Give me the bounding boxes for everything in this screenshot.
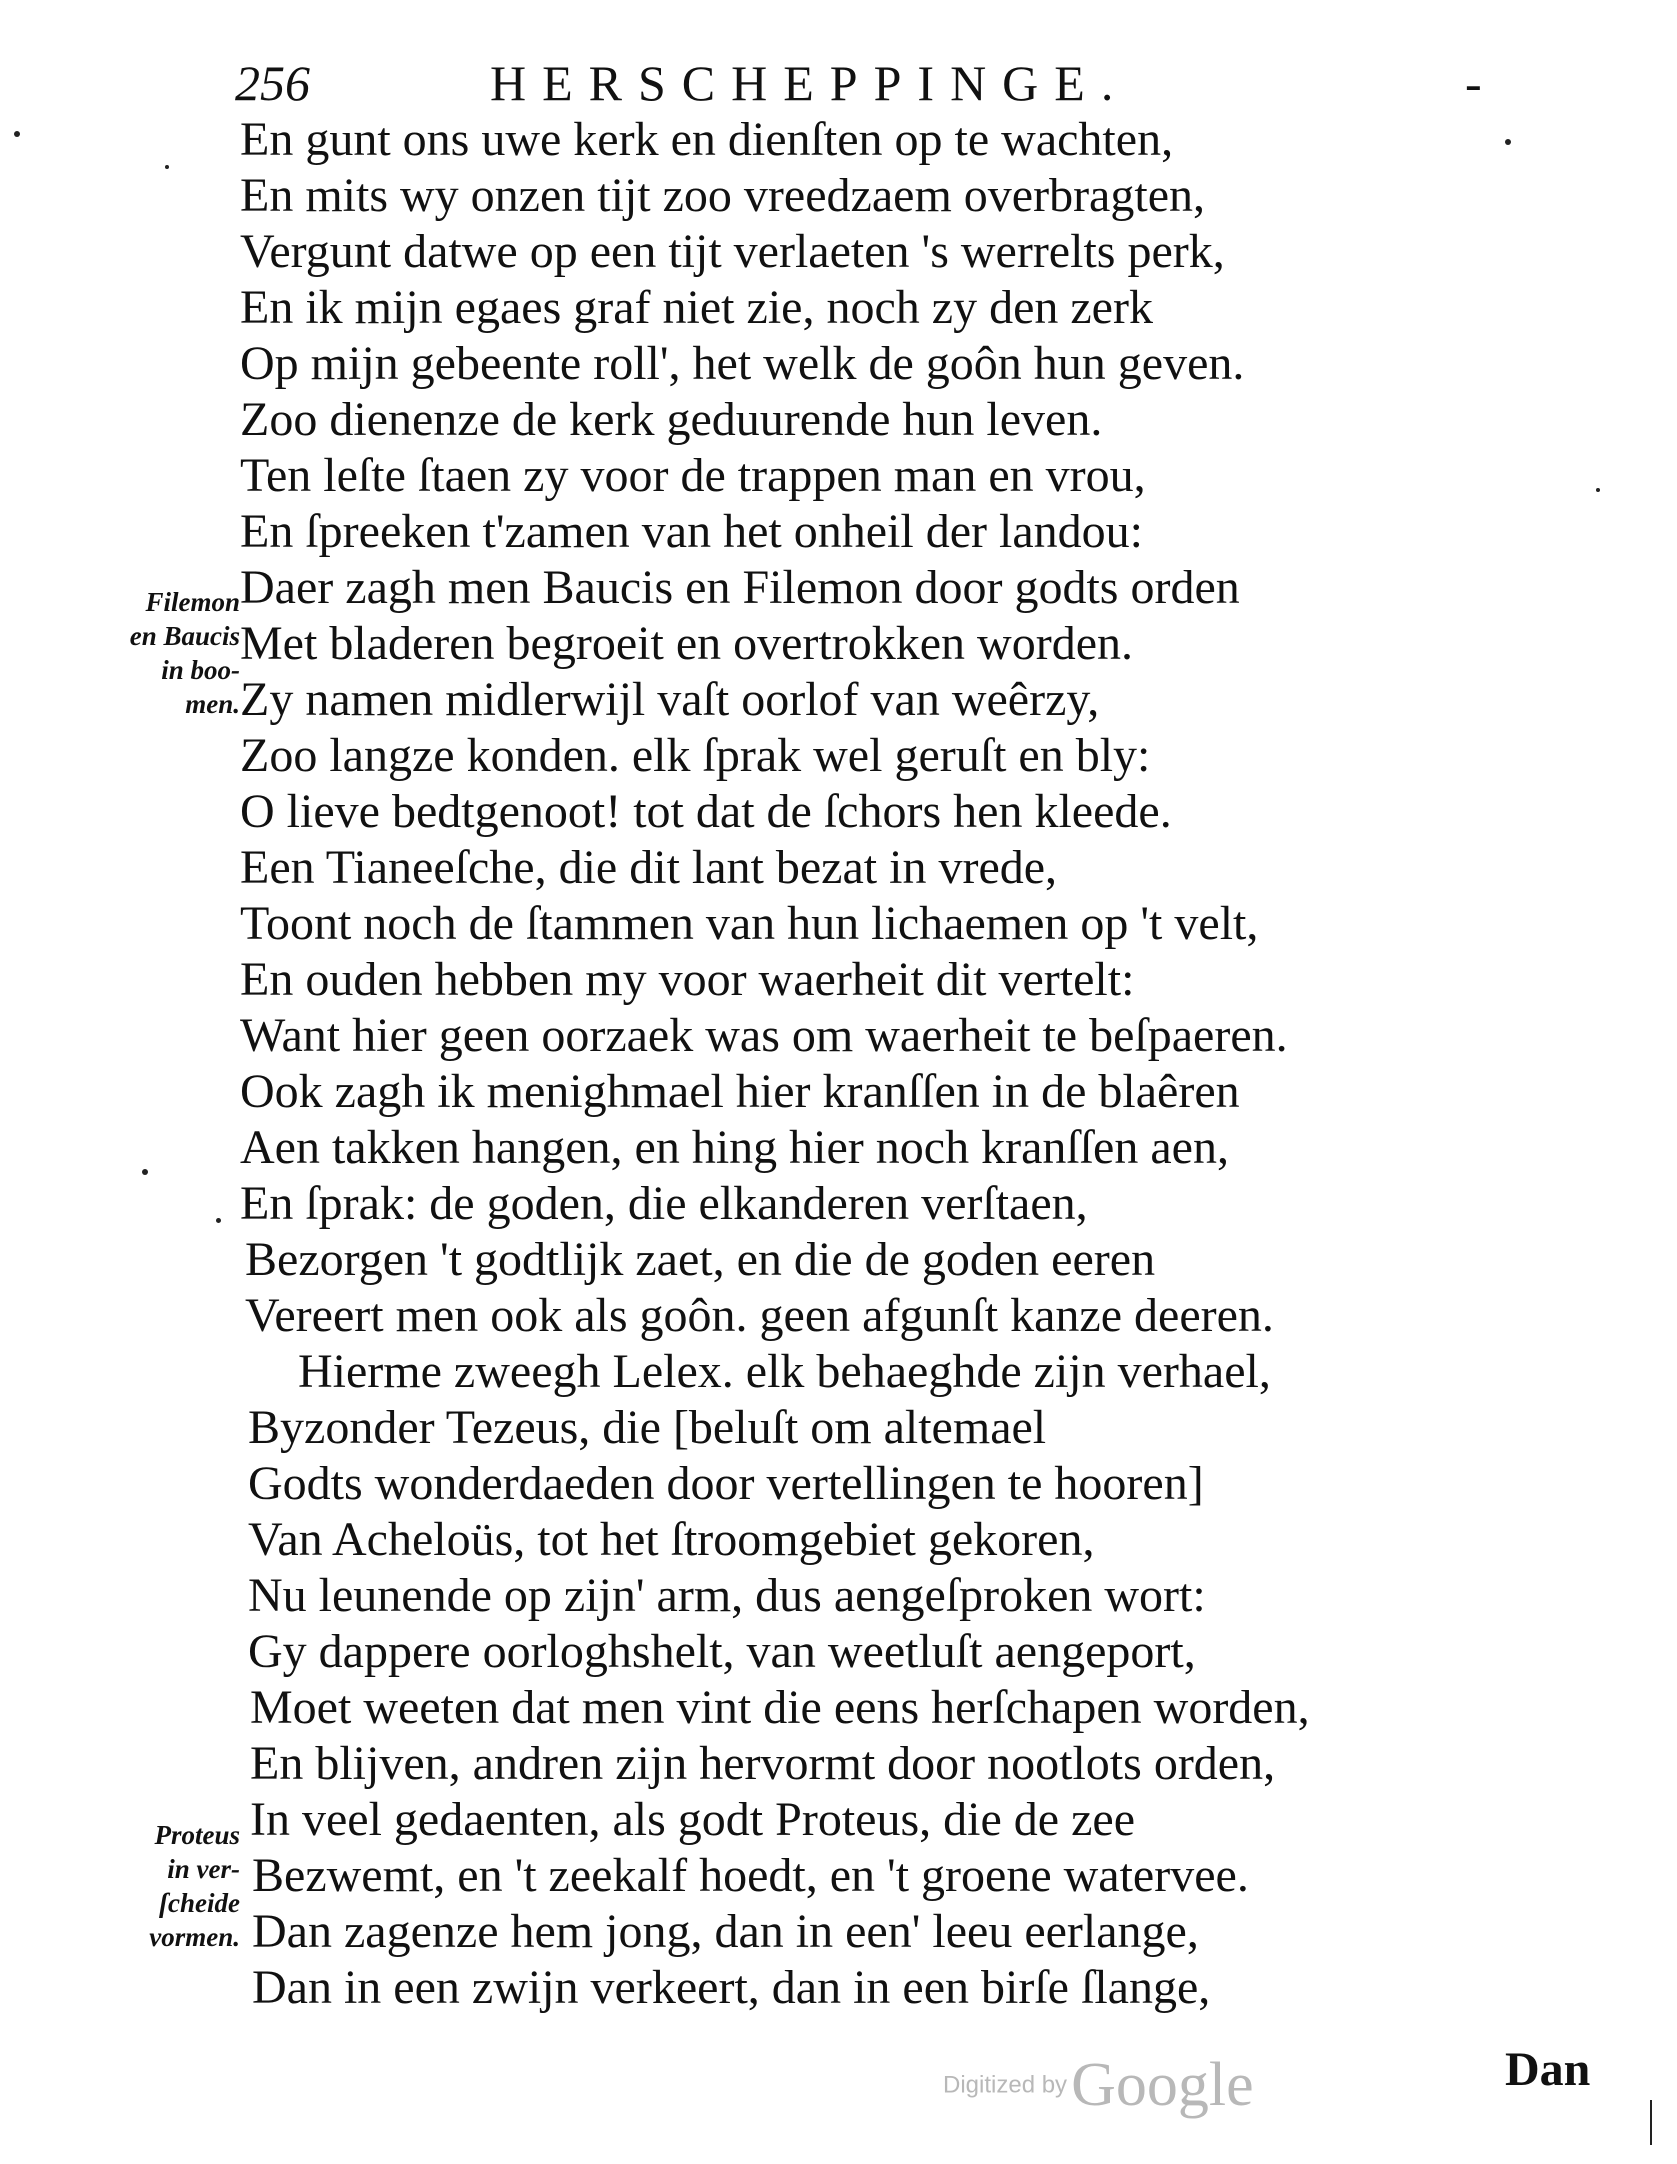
ink-speck xyxy=(216,1218,221,1223)
digitized-watermark xyxy=(943,2050,1254,2120)
catchword: Dan xyxy=(1505,2043,1591,2096)
poem-line: Zoo dienenze de kerk geduurende hun leven. xyxy=(240,393,1103,446)
poem-line: En ſprak: de goden, die elkanderen verſtaen, xyxy=(240,1177,1088,1230)
poem-line: Bezorgen 't godtlijk zaet, en die de goden eeren xyxy=(245,1233,1156,1286)
marginal-note-line: in ver- xyxy=(167,1854,240,1884)
google-logo: Google xyxy=(1071,2051,1254,2119)
poem-line: Zoo langze konden. elk ſprak wel geruſt en bly: xyxy=(240,729,1151,782)
poem-line: Met bladeren begroeit en overtrokken worden. xyxy=(240,617,1133,670)
marginal-note-line: ſcheide xyxy=(159,1888,240,1918)
poem-line: Godts wonderdaeden door vertellingen te hooren] xyxy=(248,1457,1204,1510)
poem-line: O lieve bedtgenoot! tot dat de ſchors hen kleede. xyxy=(240,785,1172,838)
poem-line: Hierme zweegh Lelex. elk behaeghde zijn verhael, xyxy=(298,1345,1271,1398)
marginal-note-filemon xyxy=(60,585,240,721)
poem-line: Byzonder Tezeus, die [beluſt om altemael xyxy=(248,1401,1047,1454)
poem-line: En blijven, andren zijn hervormt door nootlots orden, xyxy=(250,1737,1276,1790)
poem-line: Daer zagh men Baucis en Filemon door godts orden xyxy=(240,561,1240,614)
page-header xyxy=(235,48,1535,118)
ink-speck xyxy=(1596,488,1600,492)
poem-line: Dan in een zwijn verkeert, dan in een birſe ſlange, xyxy=(252,1961,1211,2014)
ink-speck xyxy=(165,165,169,169)
poem-line: Want hier geen oorzaek was om waerheit te beſpaeren. xyxy=(240,1009,1288,1062)
poem-line: Vergunt datwe op een tijt verlaeten 's werrelts perk, xyxy=(240,225,1225,278)
poem-line: Vereert men ook als goôn. geen afgunſt kanze deeren. xyxy=(245,1289,1274,1342)
running-title: HERSCHEPPINGE. xyxy=(490,55,1130,111)
header-dash: - xyxy=(1465,55,1482,111)
marginal-note-line: en Baucis xyxy=(129,621,240,651)
poem-line: Moet weeten dat men vint die eens herſchapen worden, xyxy=(250,1681,1310,1734)
poem-line: Dan zagenze hem jong, dan in een' leeu eerlange, xyxy=(252,1905,1199,1958)
page-edge-mark xyxy=(1650,2100,1652,2145)
poem-line: En ouden hebben my voor waerheit dit vertelt: xyxy=(240,953,1135,1006)
poem-line: Op mijn gebeente roll', het welk de goôn hun geven. xyxy=(240,337,1245,390)
poem-line: Zy namen midlerwijl vaſt oorlof van weêrzy, xyxy=(240,673,1100,726)
poem-line: In veel gedaenten, als godt Proteus, die de zee xyxy=(250,1793,1135,1846)
page-number: 256 xyxy=(235,55,310,111)
poem-line: Van Acheloüs, tot het ſtroomgebiet gekoren, xyxy=(248,1513,1095,1566)
marginal-note-line: Filemon xyxy=(145,587,240,617)
poem-line: En ik mijn egaes graf niet zie, noch zy den zerk xyxy=(240,281,1153,334)
poem-line: Nu leunende op zijn' arm, dus aengeſproken wort: xyxy=(248,1569,1206,1622)
watermark-prefix: Digitized by xyxy=(943,2071,1068,2099)
poem-line: Toont noch de ſtammen van hun lichaemen op 't velt, xyxy=(240,897,1259,950)
poem-line: Ook zagh ik menighmael hier kranſſen in de blaêren xyxy=(240,1065,1240,1118)
poem-line: En mits wy onzen tijt zoo vreedzaem overbragten, xyxy=(240,169,1205,222)
marginal-note-line: in boo- xyxy=(161,655,240,685)
poem-line: Aen takken hangen, en hing hier noch kranſſen aen, xyxy=(240,1121,1229,1174)
ink-speck xyxy=(142,1169,148,1175)
poem-line: Gy dappere oorloghshelt, van weetluſt aengeport, xyxy=(248,1625,1196,1678)
marginal-note-proteus xyxy=(60,1818,240,1954)
marginal-note-line: Proteus xyxy=(154,1820,240,1850)
poem-line: Ten leſte ſtaen zy voor de trappen man en vrou, xyxy=(240,449,1146,502)
ink-speck xyxy=(14,131,20,137)
ink-speck xyxy=(1505,139,1511,145)
poem-line: Een Tianeeſche, die dit lant bezat in vrede, xyxy=(240,841,1058,894)
poem-line: Bezwemt, en 't zeekalf hoedt, en 't groene watervee. xyxy=(252,1849,1249,1902)
marginal-note-line: vormen. xyxy=(149,1922,240,1952)
poem-line: En ſpreeken t'zamen van het onheil der landou: xyxy=(240,505,1143,558)
poem-line: En gunt ons uwe kerk en dienſten op te wachten, xyxy=(240,113,1174,166)
marginal-note-line: men. xyxy=(185,689,240,719)
